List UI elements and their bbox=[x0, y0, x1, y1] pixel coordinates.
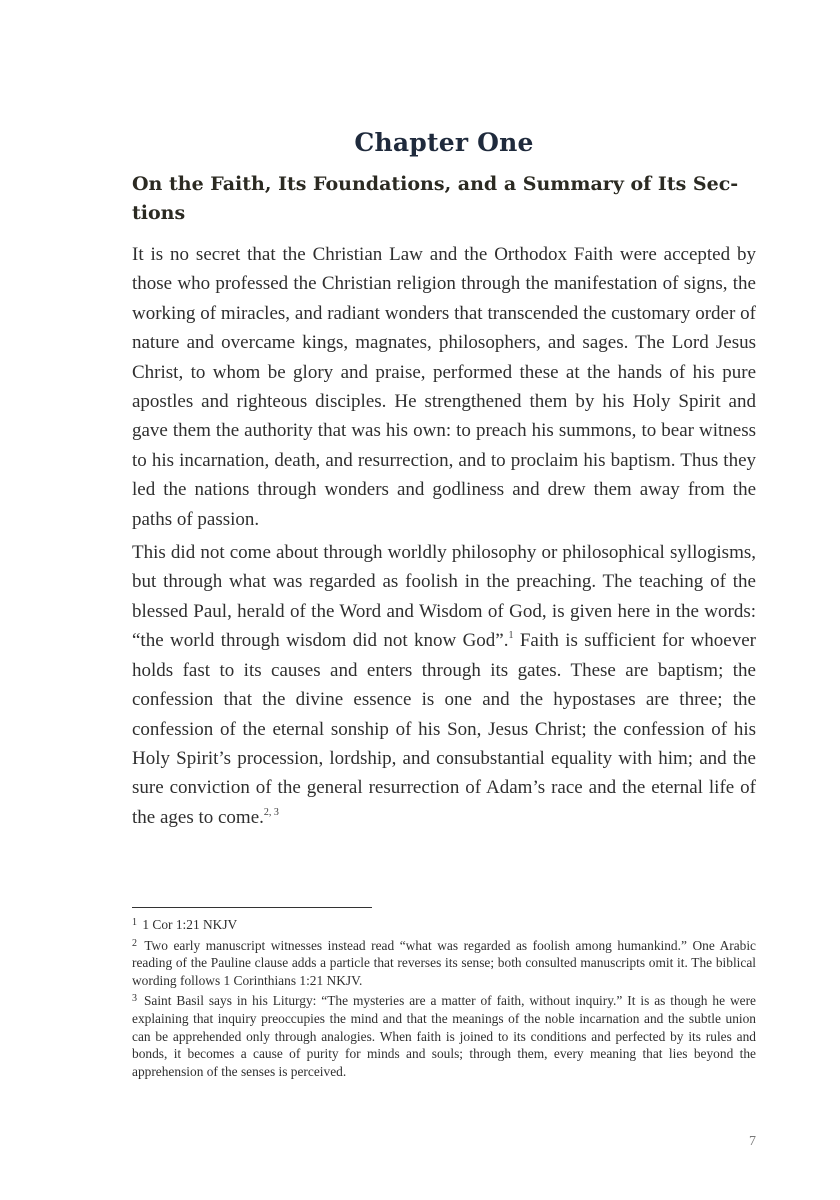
footnote-reference[interactable]: 2, 3 bbox=[263, 806, 279, 818]
footnote-text: 1 Cor 1:21 NKJV bbox=[142, 917, 238, 932]
footnote-number: 2 bbox=[132, 937, 137, 949]
chapter-title: Chapter One bbox=[354, 128, 534, 157]
paragraph: It is no secret that the Christian Law and the Orthodox Faith were accepted by those who professed the Christian religion through the manifestation of signs, the working of miracles, and radiant wonders that transcended the customary order of nature and overcame kings, magnates, philosophers, and sages. The Lord Jesus Christ, to whom be glory and praise, performed these at the hands of his pure apostles and righteous disciples. He strengthened them by his Holy Spirit and gave them the authority that was his own: to preach his summons, to bear witness to his incarnation, death, and resurrection, and to proclaim his baptism. Thus they led the nations through wonders and godliness and drew them away from the paths of passion. bbox=[132, 244, 756, 530]
paragraph bbox=[132, 538, 756, 832]
footnote-text: Two early manuscript witnesses instead read “what was regarded as foolish among humankind.” One Arabic reading of the Pauline clause adds a particle that reverses its sense; both consulted manuscripts omit it. The biblical wording follows 1 Corinthians 1:21 NKJV. bbox=[132, 937, 757, 988]
footnote-number: 3 bbox=[132, 993, 137, 1005]
footnote-text: Saint Basil says in his Liturgy: “The mysteries are a matter of faith, without inquiry.” It is as though he were explaining that inquiry preoccupies the mind and that the meanings of the noble incarnation and the subtle union can be apprehended only through analogies. When faith is joined to its conditions and perfected by its rules and bonds, it becomes a cause of purity for minds and souls; through them, every meaning that lies beyond the apprehension of the senses is perceived. bbox=[132, 993, 756, 1079]
page-number: 7 bbox=[749, 1134, 756, 1149]
footnote-item bbox=[132, 992, 756, 1080]
footnote-reference[interactable]: 1 bbox=[508, 630, 514, 642]
footnote-item bbox=[132, 916, 756, 934]
footnote-number: 1 bbox=[132, 917, 137, 928]
footnote-item bbox=[132, 937, 756, 990]
body-text bbox=[132, 240, 756, 836]
footnotes bbox=[132, 916, 756, 1083]
chapter-subtitle: On the Faith, Its Foundations, and a Summary of Its Sec- tions bbox=[132, 173, 739, 224]
paragraph-text: Faith is sufficient for whoever holds fast to its causes and enters through its gates. These are baptism; the confession that the divine essence is one and the hypostases are three; the confession of the eternal sonship of his Son, Jesus Christ; the confession of his Holy Spirit’s procession, lordship, and consubstantial equality with him; and the sure conviction of the general resurrection of Adam’s race and the eternal life of the ages to come. bbox=[132, 630, 756, 828]
paragraph-text: This did not come about through worldly philosophy or philosophical syllogisms, but through what was regarded as foolish in the preaching. The teaching of the blessed Paul, herald of the Word and Wisdom of God, is given here in the words: “the world through wisdom did not know God”. bbox=[132, 542, 756, 652]
footnote-divider bbox=[132, 907, 372, 908]
document-page bbox=[132, 0, 756, 1200]
